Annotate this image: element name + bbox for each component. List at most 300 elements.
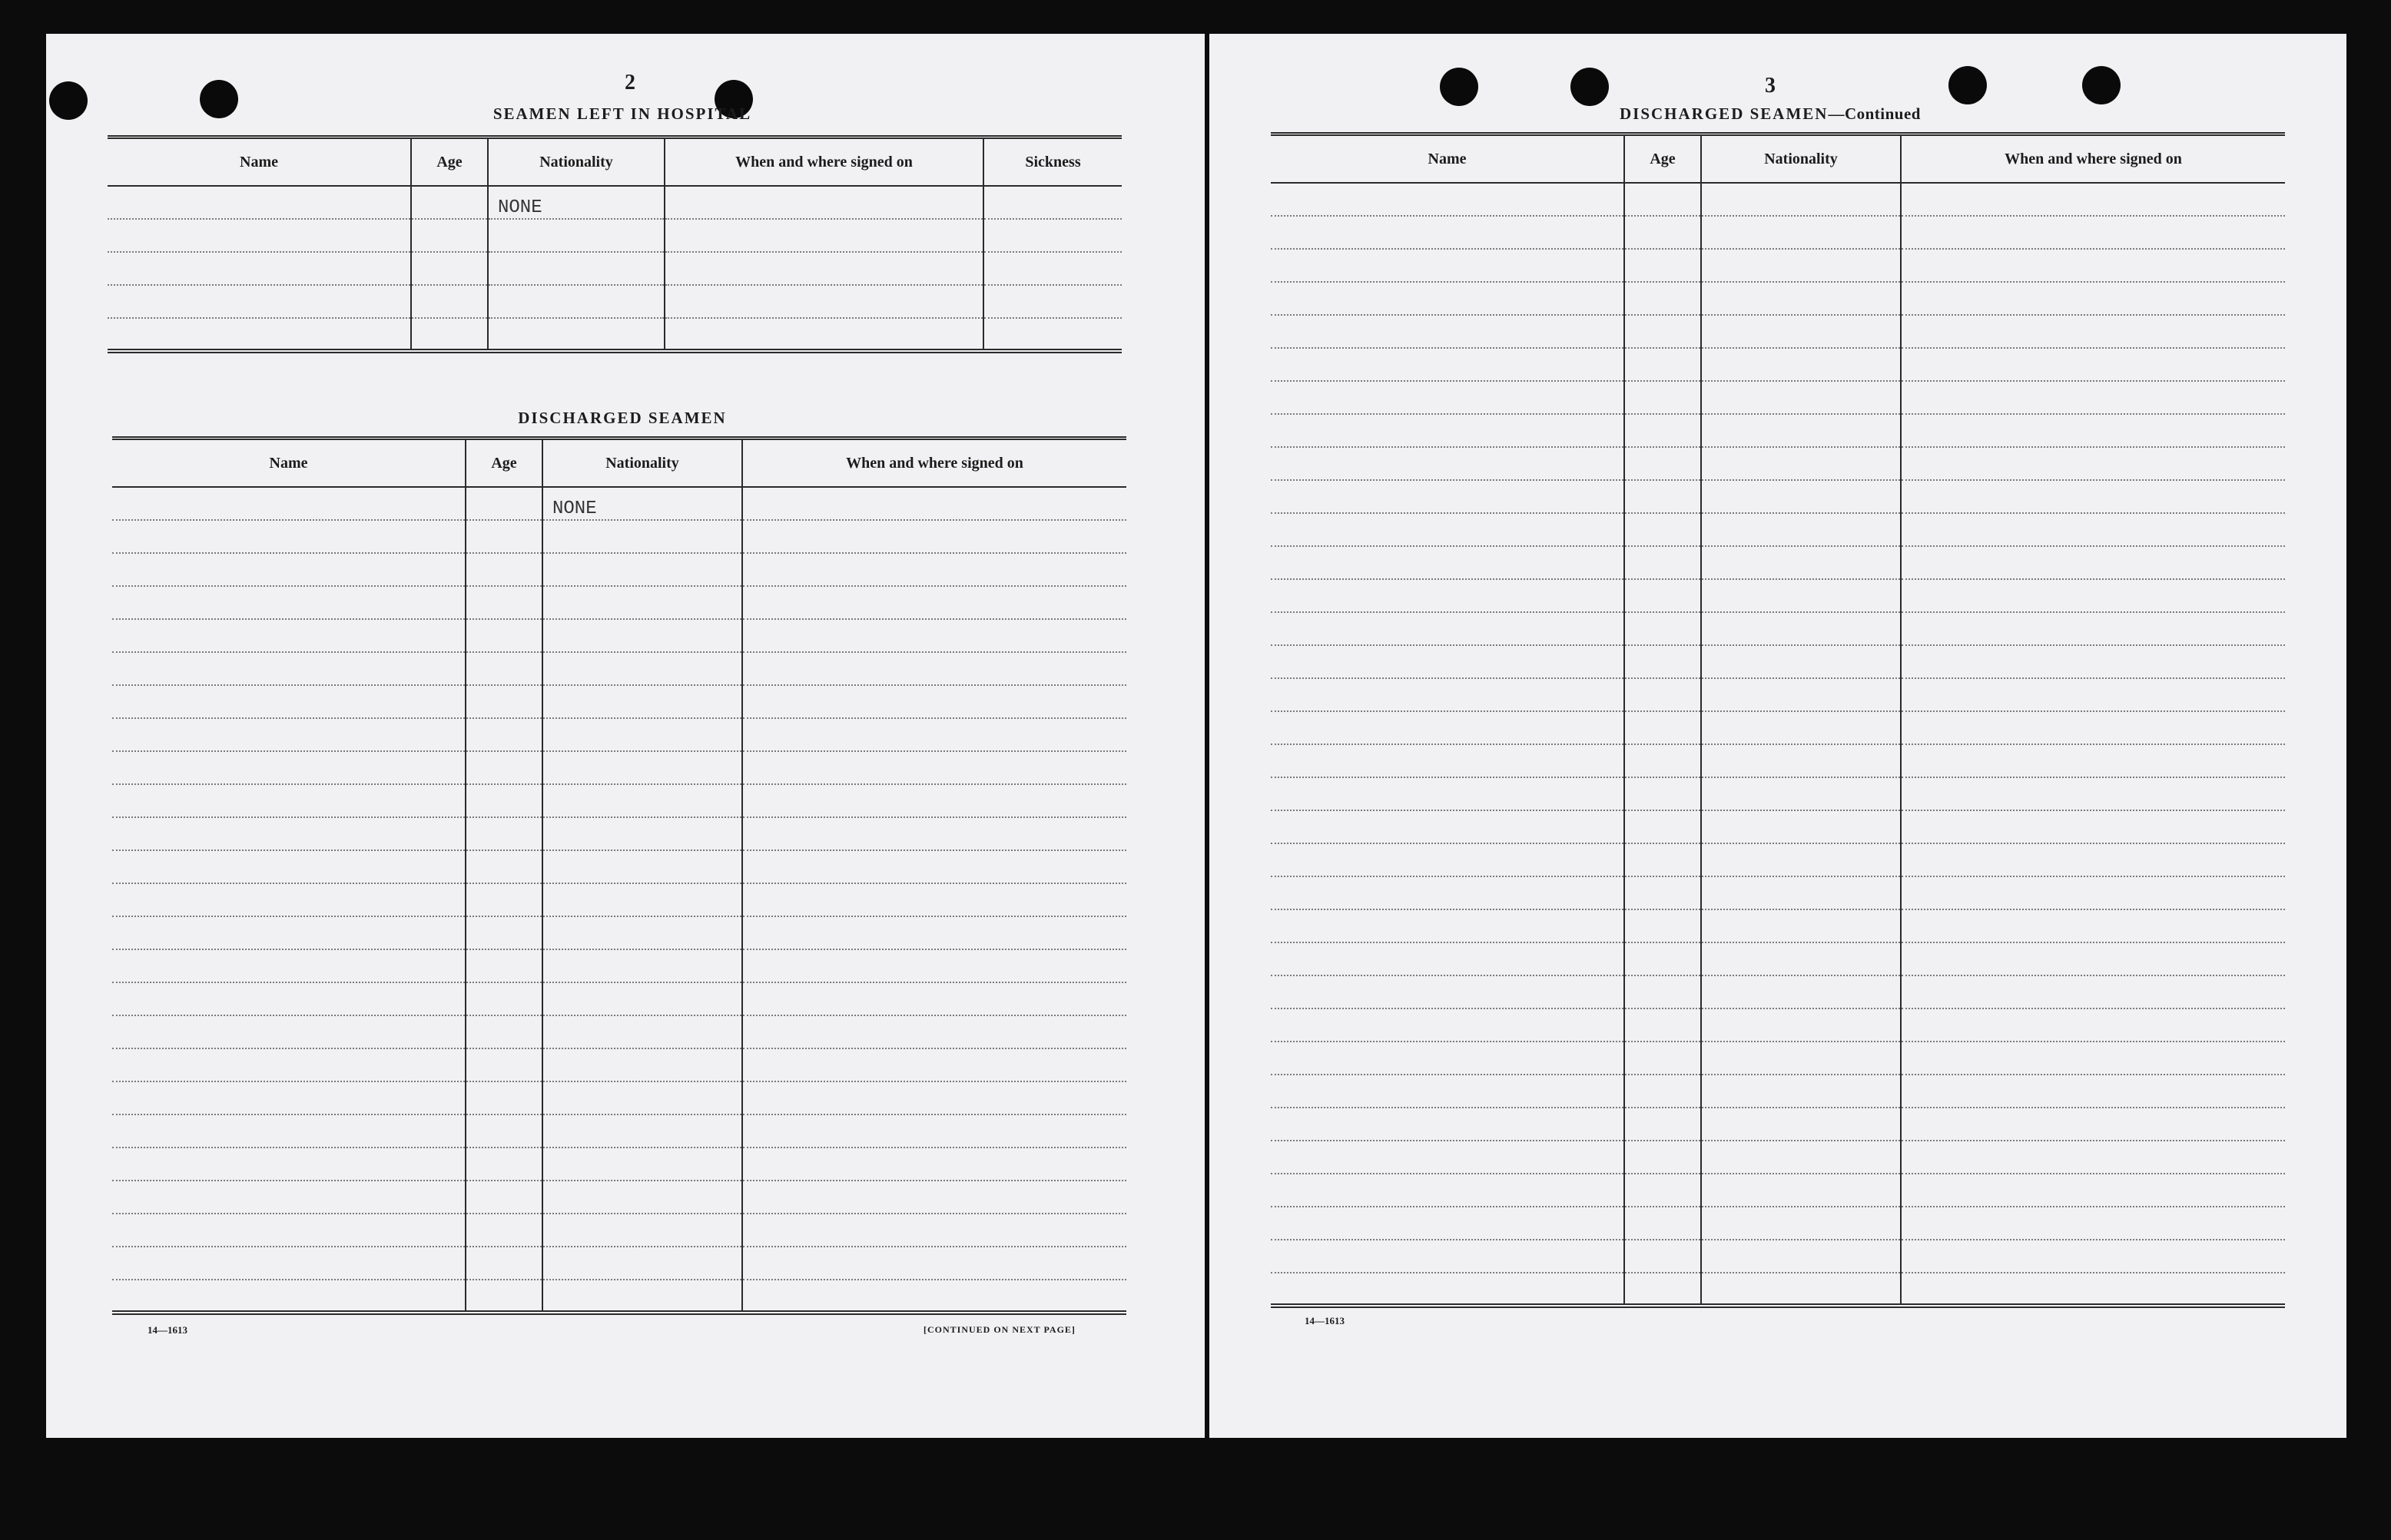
- table-cell: [411, 285, 488, 318]
- table-row: [1271, 876, 2285, 909]
- table-row: [1271, 1240, 2285, 1273]
- table-cell: [411, 186, 488, 219]
- table-cell: [1271, 579, 1624, 612]
- table-cell: [466, 1081, 542, 1114]
- page-number: 2: [625, 71, 635, 94]
- table-cell: [1624, 744, 1701, 777]
- table-row: [1271, 480, 2285, 513]
- table-cell: [1624, 216, 1701, 249]
- table-row: [1271, 744, 2285, 777]
- table-row: [1271, 975, 2285, 1008]
- table-row: [1271, 579, 2285, 612]
- table-row: [112, 718, 1126, 751]
- table-cell: [466, 718, 542, 751]
- table-cell: [466, 1114, 542, 1148]
- table-cell: [742, 1214, 1126, 1247]
- column-header: Age: [411, 137, 488, 187]
- table-cell: [112, 784, 466, 817]
- table-row: [1271, 1141, 2285, 1174]
- table-cell: [1701, 414, 1901, 447]
- table-row: [112, 817, 1126, 850]
- table-cell: [1624, 1240, 1701, 1273]
- table-cell: [466, 520, 542, 553]
- table-row: [1271, 777, 2285, 810]
- table-cell: [742, 520, 1126, 553]
- table-cell: [1901, 414, 2285, 447]
- table-cell: [742, 1148, 1126, 1181]
- table-cell: [112, 520, 466, 553]
- table-row: [1271, 1273, 2285, 1306]
- table-cell: [1901, 348, 2285, 381]
- table-cell: [542, 1148, 742, 1181]
- table-cell: [1271, 711, 1624, 744]
- table-cell: [1901, 1075, 2285, 1108]
- table-cell: [411, 219, 488, 252]
- table-cell: [542, 784, 742, 817]
- table-row: [112, 751, 1126, 784]
- table-cell: [542, 1214, 742, 1247]
- table-cell: [1901, 1240, 2285, 1273]
- table-cell: [1701, 843, 1901, 876]
- table-cell: [1701, 909, 1901, 942]
- table-cell: [1901, 1008, 2285, 1042]
- table-cell: [411, 318, 488, 351]
- table-cell: [1271, 282, 1624, 315]
- table-cell: [1271, 678, 1624, 711]
- table-cell: [411, 252, 488, 285]
- column-header: When and where signed on: [665, 137, 983, 187]
- table-row: [112, 982, 1126, 1015]
- table-row: [1271, 249, 2285, 282]
- table-cell: [112, 817, 466, 850]
- table-cell: [1701, 447, 1901, 480]
- table-row: [108, 219, 1122, 252]
- table-row: [112, 1015, 1126, 1048]
- table-row: [1271, 909, 2285, 942]
- table-row: [112, 949, 1126, 982]
- column-header: Age: [466, 439, 542, 488]
- table-cell: [1901, 678, 2285, 711]
- table-cell: [542, 586, 742, 619]
- continued-note: [CONTINUED ON NEXT PAGE]: [924, 1324, 1076, 1335]
- table-cell: [1901, 216, 2285, 249]
- table-cell: [466, 949, 542, 982]
- form-number: 14—1613: [148, 1324, 187, 1336]
- table-cell: [1624, 975, 1701, 1008]
- table-cell: [1701, 678, 1901, 711]
- table-cell: [1701, 315, 1901, 348]
- table-cell: [112, 718, 466, 751]
- table-cell: [1701, 975, 1901, 1008]
- table-cell: [466, 1214, 542, 1247]
- table-row: [1271, 843, 2285, 876]
- table-cell: [542, 949, 742, 982]
- table-cell: [112, 652, 466, 685]
- table-cell: [742, 1048, 1126, 1081]
- table-cell: [466, 883, 542, 916]
- table-cell: [112, 949, 466, 982]
- table-cell: [108, 186, 411, 219]
- table-row: [1271, 678, 2285, 711]
- table-cell: [466, 1048, 542, 1081]
- table-cell: [665, 186, 983, 219]
- table-cell: [1271, 513, 1624, 546]
- table-row: [112, 487, 1126, 520]
- table-cell: [1624, 843, 1701, 876]
- column-header: Sickness: [983, 137, 1122, 187]
- table-row: [1271, 414, 2285, 447]
- table-cell: [1271, 810, 1624, 843]
- table-cell: [1701, 1075, 1901, 1108]
- table-cell: [742, 883, 1126, 916]
- table-row: [112, 520, 1126, 553]
- table-row: [112, 1148, 1126, 1181]
- table-cell: [1901, 513, 2285, 546]
- table-cell: [1901, 315, 2285, 348]
- column-header: Nationality: [1701, 134, 1901, 184]
- table-cell: [1271, 1108, 1624, 1141]
- hospital-table: [108, 135, 1122, 353]
- table-cell: [1901, 975, 2285, 1008]
- table-cell: [1624, 1042, 1701, 1075]
- table-cell: [1901, 612, 2285, 645]
- table-cell: [1701, 1141, 1901, 1174]
- table-cell: [542, 1081, 742, 1114]
- table-cell: [488, 285, 665, 318]
- table-cell: [466, 553, 542, 586]
- table-cell: [1271, 348, 1624, 381]
- discharged-continued-table: [1271, 132, 2285, 1308]
- table-cell: [108, 252, 411, 285]
- table-cell: [542, 718, 742, 751]
- table-row: [1271, 1207, 2285, 1240]
- table-row: [1271, 513, 2285, 546]
- table-cell: [983, 186, 1122, 219]
- table-cell: [542, 916, 742, 949]
- table-cell: [488, 219, 665, 252]
- table-cell: [1701, 381, 1901, 414]
- table-cell: [1624, 876, 1701, 909]
- table-cell: [1624, 381, 1701, 414]
- table-row: [1271, 612, 2285, 645]
- table-cell: [542, 1015, 742, 1048]
- table-cell: [1901, 447, 2285, 480]
- table-row: [1271, 546, 2285, 579]
- table-row: [112, 1247, 1126, 1280]
- table-cell: [1701, 777, 1901, 810]
- table-cell: [1271, 183, 1624, 216]
- table-cell: [112, 1081, 466, 1114]
- table-cell: [542, 652, 742, 685]
- table-cell: [1624, 1207, 1701, 1240]
- table-cell: [1701, 1108, 1901, 1141]
- table-row: [108, 285, 1122, 318]
- table-cell: [742, 1015, 1126, 1048]
- table-cell: [542, 1247, 742, 1280]
- page-number: 3: [1765, 74, 1776, 98]
- table-cell: [1701, 1240, 1901, 1273]
- table-row: [1271, 810, 2285, 843]
- table-cell: [112, 487, 466, 520]
- table-cell: [542, 520, 742, 553]
- table-cell: [466, 751, 542, 784]
- table-cell: [1701, 942, 1901, 975]
- table-cell: [1271, 414, 1624, 447]
- table-cell: [1624, 480, 1701, 513]
- table-cell: [108, 318, 411, 351]
- table-cell: [1901, 810, 2285, 843]
- table-row: [1271, 1108, 2285, 1141]
- table-cell: [1624, 1008, 1701, 1042]
- table-cell: [1624, 942, 1701, 975]
- table-cell: [1271, 546, 1624, 579]
- table-cell: [1901, 1108, 2285, 1141]
- column-header: When and where signed on: [1901, 134, 2285, 184]
- table-cell: [542, 619, 742, 652]
- table-row: [1271, 1174, 2285, 1207]
- table-cell: [1901, 942, 2285, 975]
- table-cell: [1271, 876, 1624, 909]
- table-cell: [1271, 315, 1624, 348]
- table-cell: [1271, 216, 1624, 249]
- table-row: [112, 1081, 1126, 1114]
- column-header: Name: [108, 137, 411, 187]
- table-cell: [742, 619, 1126, 652]
- table-cell: [1901, 645, 2285, 678]
- table-cell: [1624, 546, 1701, 579]
- table-cell: [466, 685, 542, 718]
- table-row: [112, 1214, 1126, 1247]
- table-cell: [1701, 348, 1901, 381]
- binder-hole: [2082, 66, 2121, 104]
- column-header: Nationality: [542, 439, 742, 488]
- table-cell: [112, 1148, 466, 1181]
- table-cell: [466, 487, 542, 520]
- table-cell: [112, 1114, 466, 1148]
- table-cell: [1624, 810, 1701, 843]
- table-cell: [742, 982, 1126, 1015]
- table-cell: [665, 219, 983, 252]
- table-cell: [112, 1015, 466, 1048]
- table-cell: [112, 685, 466, 718]
- table-cell: [742, 487, 1126, 520]
- table-cell: [1271, 612, 1624, 645]
- table-cell: [1701, 282, 1901, 315]
- hospital-section-title: SEAMEN LEFT IN HOSPITAL: [492, 104, 752, 123]
- table-row: [112, 1280, 1126, 1313]
- table-cell: [1271, 975, 1624, 1008]
- table-cell: [1271, 249, 1624, 282]
- table-cell: [466, 1148, 542, 1181]
- table-row: [112, 586, 1126, 619]
- column-header: Age: [1624, 134, 1701, 184]
- binder-hole: [1948, 66, 1987, 104]
- table-cell: [112, 619, 466, 652]
- table-cell: [1271, 909, 1624, 942]
- table-row: [1271, 381, 2285, 414]
- table-cell: [466, 916, 542, 949]
- table-row: [108, 252, 1122, 285]
- table-row: [112, 652, 1126, 685]
- table-cell: [742, 1114, 1126, 1148]
- table-cell: [1701, 579, 1901, 612]
- table-cell: [1271, 843, 1624, 876]
- table-cell: [983, 318, 1122, 351]
- table-cell: [1901, 1207, 2285, 1240]
- table-cell: [1624, 711, 1701, 744]
- table-cell: [1901, 183, 2285, 216]
- table-cell: [1624, 1174, 1701, 1207]
- table-row: [108, 318, 1122, 351]
- table-cell: [112, 1214, 466, 1247]
- table-cell: [1701, 249, 1901, 282]
- table-cell: [542, 1114, 742, 1148]
- table-cell: [112, 1247, 466, 1280]
- table-cell: [1624, 612, 1701, 645]
- table-cell: [1901, 1273, 2285, 1306]
- table-cell: [1901, 909, 2285, 942]
- table-cell: [466, 1181, 542, 1214]
- table-cell: [466, 784, 542, 817]
- table-cell: [665, 318, 983, 351]
- section-title-main: DISCHARGED SEAMEN: [1620, 104, 1829, 123]
- table-cell: [1624, 447, 1701, 480]
- table-cell: [1901, 579, 2285, 612]
- table-row: [1271, 645, 2285, 678]
- table-cell: [1701, 183, 1901, 216]
- table-cell: [1901, 249, 2285, 282]
- column-header: When and where signed on: [742, 439, 1126, 488]
- table-cell: [742, 916, 1126, 949]
- table-cell: [466, 817, 542, 850]
- table-cell: [1901, 282, 2285, 315]
- table-cell: [742, 850, 1126, 883]
- table-cell: [112, 916, 466, 949]
- table-cell: [1624, 1108, 1701, 1141]
- table-cell: [112, 883, 466, 916]
- table-cell: [112, 586, 466, 619]
- table-cell: [108, 219, 411, 252]
- form-number: 14—1613: [1305, 1315, 1345, 1326]
- table-cell: [466, 586, 542, 619]
- table-cell: [542, 553, 742, 586]
- table-cell: [542, 883, 742, 916]
- table-cell: [108, 285, 411, 318]
- left-page: [46, 34, 1205, 1438]
- table-cell: [1701, 513, 1901, 546]
- discharged-continued-title: [1501, 104, 2039, 124]
- table-cell: [112, 1048, 466, 1081]
- table-cell: [1624, 1273, 1701, 1306]
- binder-hole: [1570, 68, 1609, 106]
- table-cell: [1271, 1141, 1624, 1174]
- table-cell: [1901, 711, 2285, 744]
- table-cell: [1271, 1273, 1624, 1306]
- table-row: [112, 784, 1126, 817]
- table-cell: [1624, 1141, 1701, 1174]
- table-cell: [542, 817, 742, 850]
- table-cell: [466, 652, 542, 685]
- table-row: [1271, 315, 2285, 348]
- table-cell: [1624, 909, 1701, 942]
- table-cell: [1901, 876, 2285, 909]
- table-cell: [665, 285, 983, 318]
- table-cell: [466, 619, 542, 652]
- table-cell: [1901, 546, 2285, 579]
- table-row: [108, 186, 1122, 219]
- right-page: [1209, 34, 2346, 1438]
- table-row: [1271, 1042, 2285, 1075]
- table-cell: [488, 252, 665, 285]
- table-cell: [1901, 777, 2285, 810]
- table-cell: [1701, 1042, 1901, 1075]
- table-cell: [1701, 1273, 1901, 1306]
- table-cell: [1624, 513, 1701, 546]
- table-cell: [1624, 645, 1701, 678]
- table-cell: [1701, 1207, 1901, 1240]
- table-row: [1271, 348, 2285, 381]
- table-cell: [983, 219, 1122, 252]
- table-cell: [1701, 810, 1901, 843]
- table-cell: [1271, 1174, 1624, 1207]
- table-cell: [983, 285, 1122, 318]
- section-title-suffix: —Continued: [1828, 104, 1921, 123]
- table-cell: [742, 652, 1126, 685]
- table-cell: [742, 1247, 1126, 1280]
- column-header: Nationality: [488, 137, 665, 187]
- table-cell: [1271, 942, 1624, 975]
- table-cell: [1271, 480, 1624, 513]
- discharged-table: [112, 436, 1126, 1315]
- table-row: [1271, 183, 2285, 216]
- table-cell: [1701, 216, 1901, 249]
- table-cell: [112, 553, 466, 586]
- table-cell: [542, 1048, 742, 1081]
- table-cell: [742, 586, 1126, 619]
- table-cell: [1271, 777, 1624, 810]
- table-cell: [1701, 480, 1901, 513]
- table-cell: [742, 784, 1126, 817]
- table-cell: [1271, 1240, 1624, 1273]
- table-cell: [1271, 1075, 1624, 1108]
- table-cell: [742, 751, 1126, 784]
- table-cell: [1701, 645, 1901, 678]
- table-cell: [1901, 843, 2285, 876]
- table-row: [1271, 942, 2285, 975]
- table-cell: [542, 1181, 742, 1214]
- table-row: [112, 1181, 1126, 1214]
- table-row: [1271, 282, 2285, 315]
- table-row: [1271, 216, 2285, 249]
- table-cell: [1701, 744, 1901, 777]
- table-cell: [1901, 1042, 2285, 1075]
- binder-hole: [1440, 68, 1478, 106]
- column-header: Name: [1271, 134, 1624, 184]
- table-cell: [112, 751, 466, 784]
- table-cell: [1624, 315, 1701, 348]
- table-row: [112, 1048, 1126, 1081]
- table-row: [112, 685, 1126, 718]
- table-cell: [466, 1015, 542, 1048]
- table-cell: [1271, 381, 1624, 414]
- table-row: [1271, 447, 2285, 480]
- table-row: [1271, 1008, 2285, 1042]
- table-cell: [742, 718, 1126, 751]
- table-cell: [1271, 447, 1624, 480]
- table-row: [112, 619, 1126, 652]
- table-cell: [542, 1280, 742, 1313]
- table-cell: [1701, 876, 1901, 909]
